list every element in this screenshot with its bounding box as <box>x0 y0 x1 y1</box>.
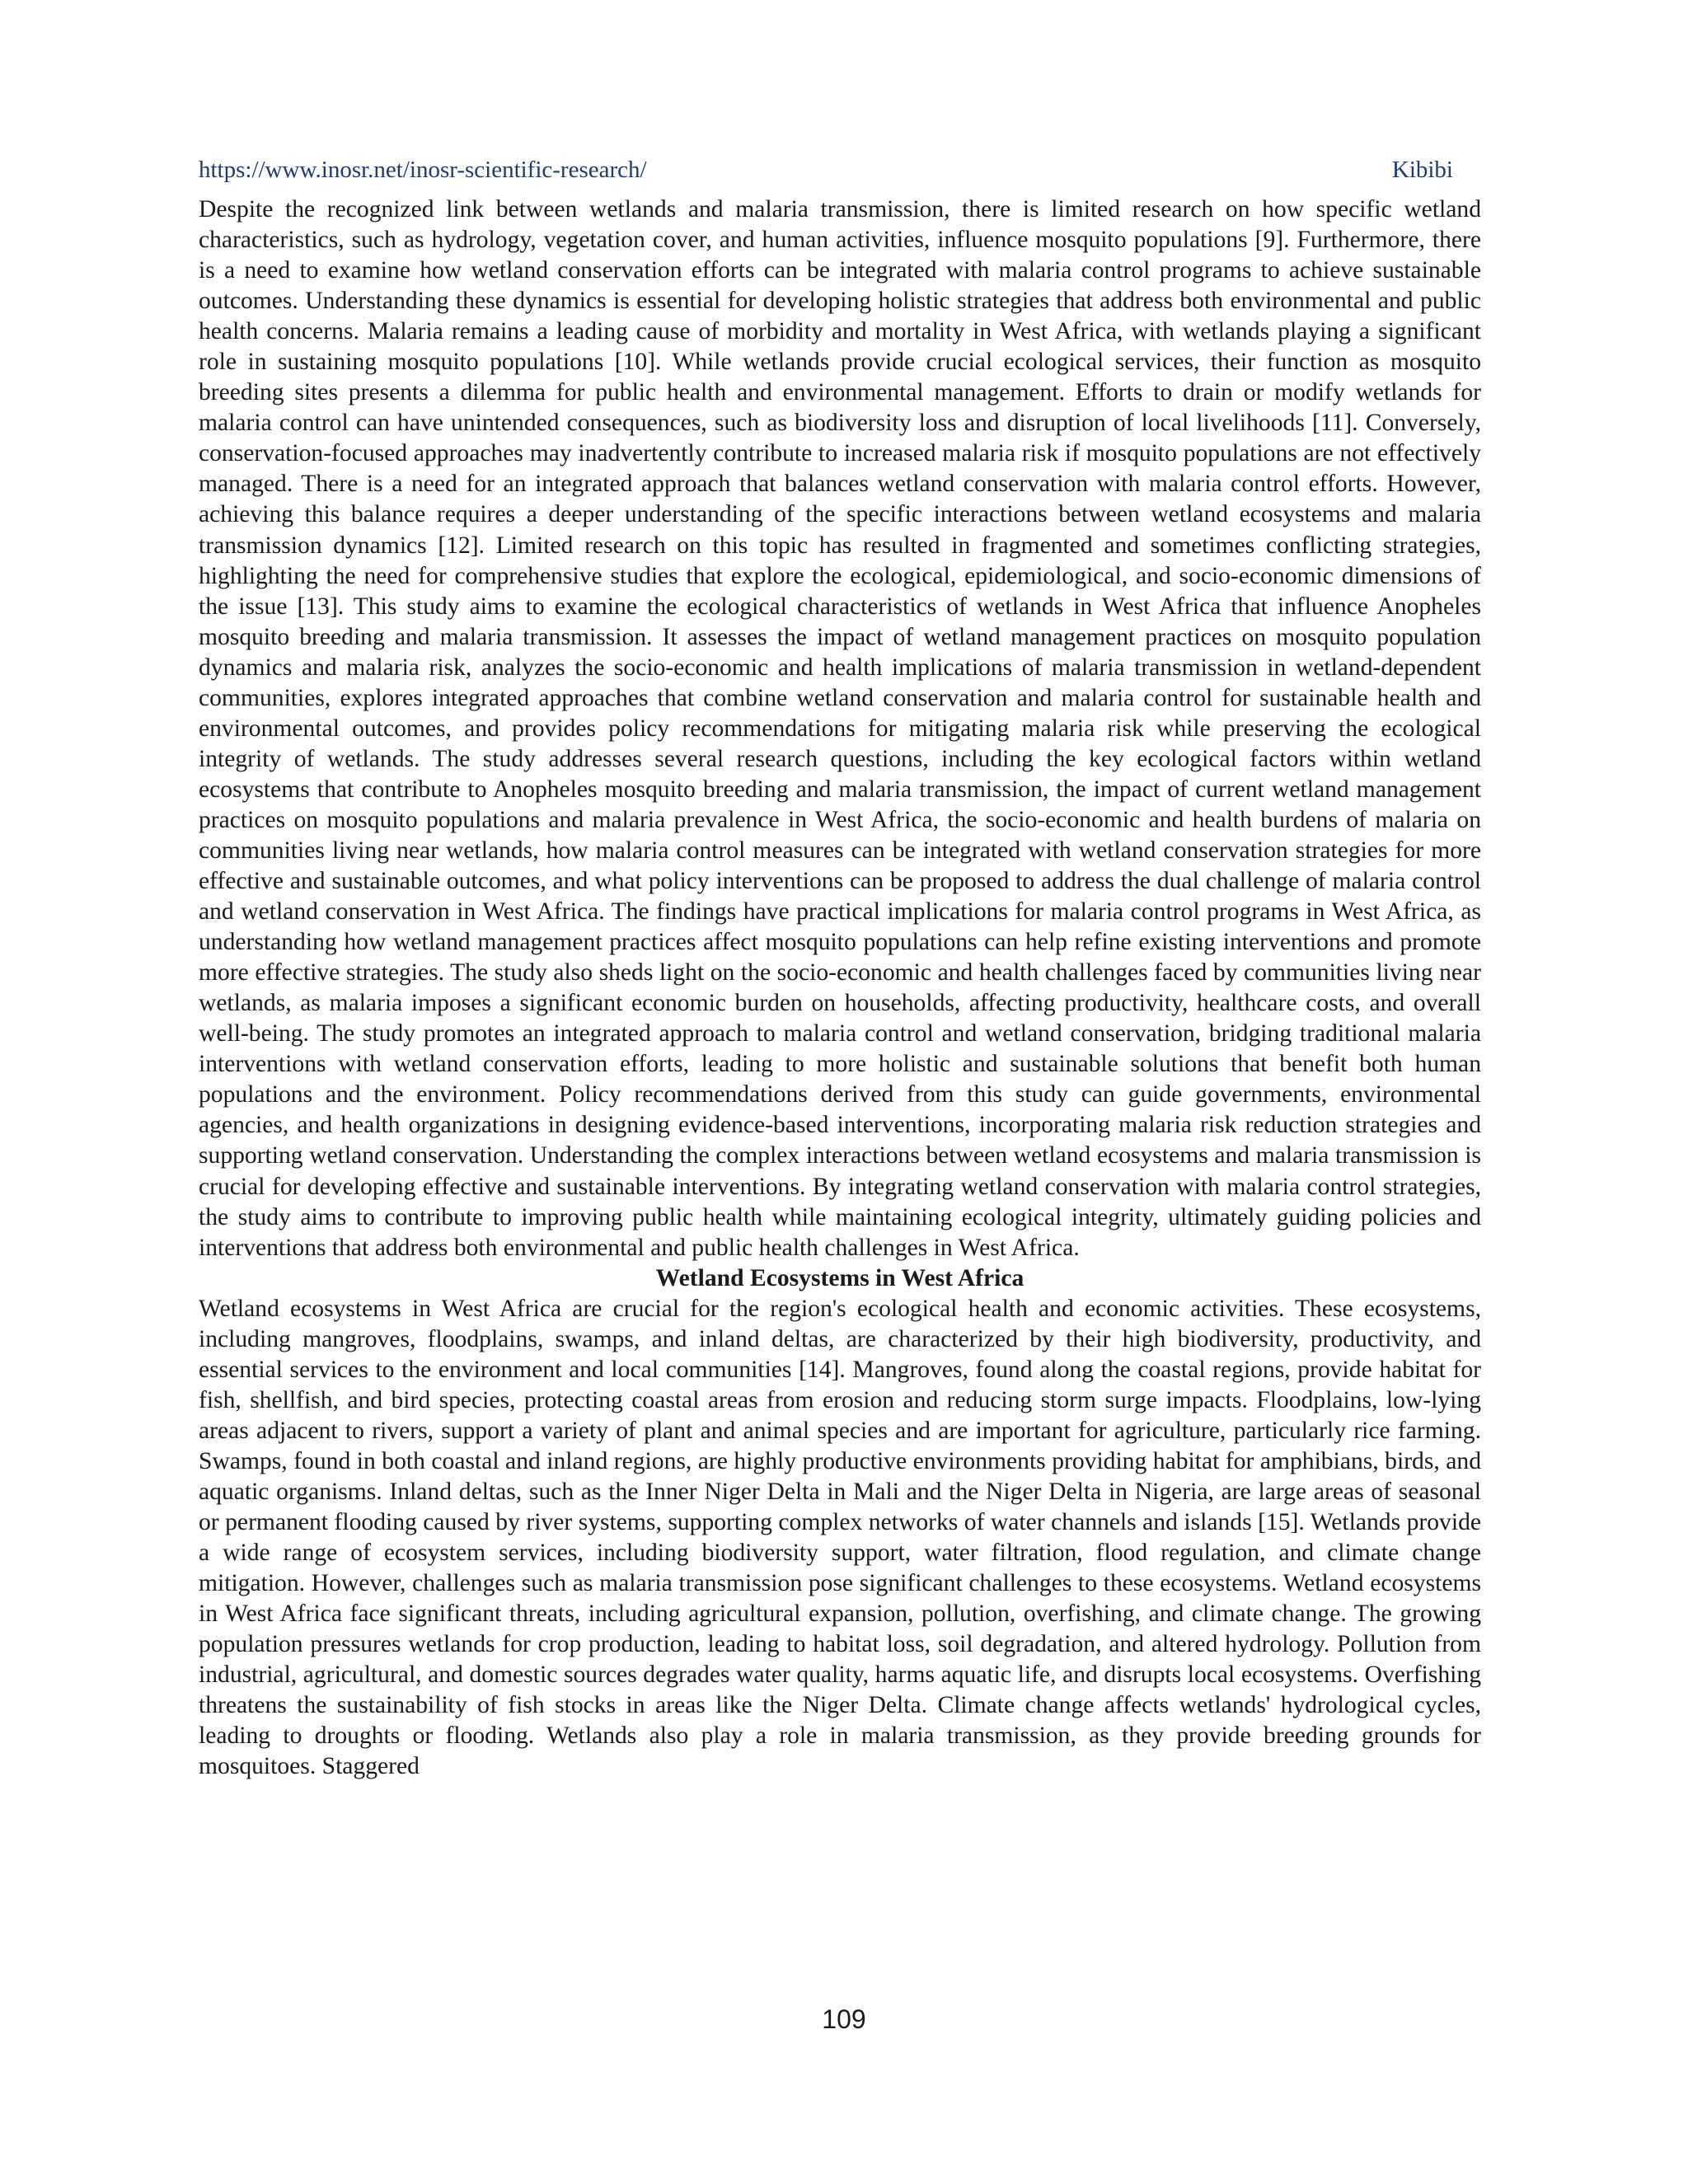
section-heading: Wetland Ecosystems in West Africa <box>655 1264 1025 1291</box>
intro-paragraph: Despite the recognized link between wetlands and malaria transmission, there is limited research on how specific wetland characteristics, such as hydrology, vegetation cover, and human activities, influence mosquito populations [9]. Furthermore, there is a need to examine how wetland conservation efforts can be integrated with malaria control programs to achieve sustainable outcomes. Understanding these dynamics is essential for developing holistic strategies that address both environmental and public health concerns. Malaria remains a leading cause of morbidity and mortality in West Africa, with wetlands playing a significant role in sustaining mosquito populations [10]. While wetlands provide crucial ecological services, their function as mosquito breeding sites presents a dilemma for public health and environmental management. Efforts to drain or modify wetlands for malaria control can have unintended consequences, such as biodiversity loss and disruption of local livelihoods [11]. Conversely, conservation-focused approaches may inadvertently contribute to increased malaria risk if mosquito populations are not effectively managed. There is a need for an integrated approach that balances wetland conservation with malaria control efforts. However, achieving this balance requires a deeper understanding of the specific interactions between wetland ecosystems and malaria transmission dynamics [12]. Limited research on this topic has resulted in fragmented and sometimes conflicting strategies, highlighting the need for comprehensive studies that explore the ecological, epidemiological, and socio-economic dimensions of the issue [13]. This study aims to examine the ecological characteristics of wetlands in West Africa that influence Anopheles mosquito breeding and malaria transmission. It assesses the impact of wetland management practices on mosquito population dynamics and malaria risk, analyzes the socio-economic and health implications of malaria transmission in wetland-dependent communities, explores integrated approaches that combine wetland conservation and malaria control for sustainable health and environmental outcomes, and provides policy recommendations for mitigating malaria risk while preserving the ecological integrity of wetlands. The study addresses several research questions, including the key ecological factors within wetland ecosystems that contribute to Anopheles mosquito breeding and malaria transmission, the impact of current wetland management practices on mosquito populations and malaria prevalence in West Africa, the socio-economic and health burdens of malaria on communities living near wetlands, how malaria control measures can be integrated with wetland conservation strategies for more effective and sustainable outcomes, and what policy interventions can be proposed to address the dual challenge of malaria control and wetland conservation in West Africa. The findings have practical implications for malaria control programs in West Africa, as understanding how wetland management practices affect mosquito populations can help refine existing interventions and promote more effective strategies. The study also sheds light on the socio-economic and health challenges faced by communities living near wetlands, as malaria imposes a significant economic burden on households, affecting productivity, healthcare costs, and overall well-being. The study promotes an integrated approach to malaria control and wetland conservation, bridging traditional malaria interventions with wetland conservation efforts, leading to more holistic and sustainable solutions that benefit both human populations and the environment. Policy recommendations derived from this study can guide governments, environmental agencies, and health organizations in designing evidence-based interventions, incorporating malaria risk reduction strategies and supporting wetland conservation. Understanding the complex interactions between wetland ecosystems and malaria transmission is crucial for developing effective and sustainable interventions. By integrating wetland conservation with malaria control strategies, the study aims to contribute to improving public health while maintaining ecological integrity, ultimately guiding policies and interventions that address both environmental and public health challenges in West Africa. <box>199 196 1481 1261</box>
section-paragraph: Wetland ecosystems in West Africa are crucial for the region's ecological health and economic activities. These ecosystems, including mangroves, floodplains, swamps, and inland deltas, are characterized by their high biodiversity, productivity, and essential services to the environment and local communities [14]. Mangroves, found along the coastal regions, provide habitat for fish, shellfish, and bird species, protecting coastal areas from erosion and reducing storm surge impacts. Floodplains, low-lying areas adjacent to rivers, support a variety of plant and animal species and are important for agriculture, particularly rice farming. Swamps, found in both coastal and inland regions, are highly productive environments providing habitat for amphibians, birds, and aquatic organisms. Inland deltas, such as the Inner Niger Delta in Mali and the Niger Delta in Nigeria, are large areas of seasonal or permanent flooding caused by river systems, supporting complex networks of water channels and islands [15]. Wetlands provide a wide range of ecosystem services, including biodiversity support, water filtration, flood regulation, and climate change mitigation. However, challenges such as malaria transmission pose significant challenges to these ecosystems. Wetland ecosystems in West Africa face significant threats, including agricultural expansion, pollution, overfishing, and climate change. The growing population pressures wetlands for crop production, leading to habitat loss, soil degradation, and altered hydrology. Pollution from industrial, agricultural, and domestic sources degrades water quality, harms aquatic life, and disrupts local ecosystems. Overfishing threatens the sustainability of fish stocks in areas like the Niger Delta. Climate change affects wetlands' hydrological cycles, leading to droughts or flooding. Wetlands also play a role in malaria transmission, as they provide breeding grounds for mosquitoes. Staggered <box>199 1295 1481 1780</box>
page-number: 109 <box>822 2004 866 2034</box>
header-author-name: Kibibi <box>1391 157 1453 183</box>
running-header <box>199 157 1468 191</box>
article-body <box>199 194 1481 1782</box>
journal-url-link[interactable]: https://www.inosr.net/inosr-scientific-research/ <box>199 157 647 183</box>
